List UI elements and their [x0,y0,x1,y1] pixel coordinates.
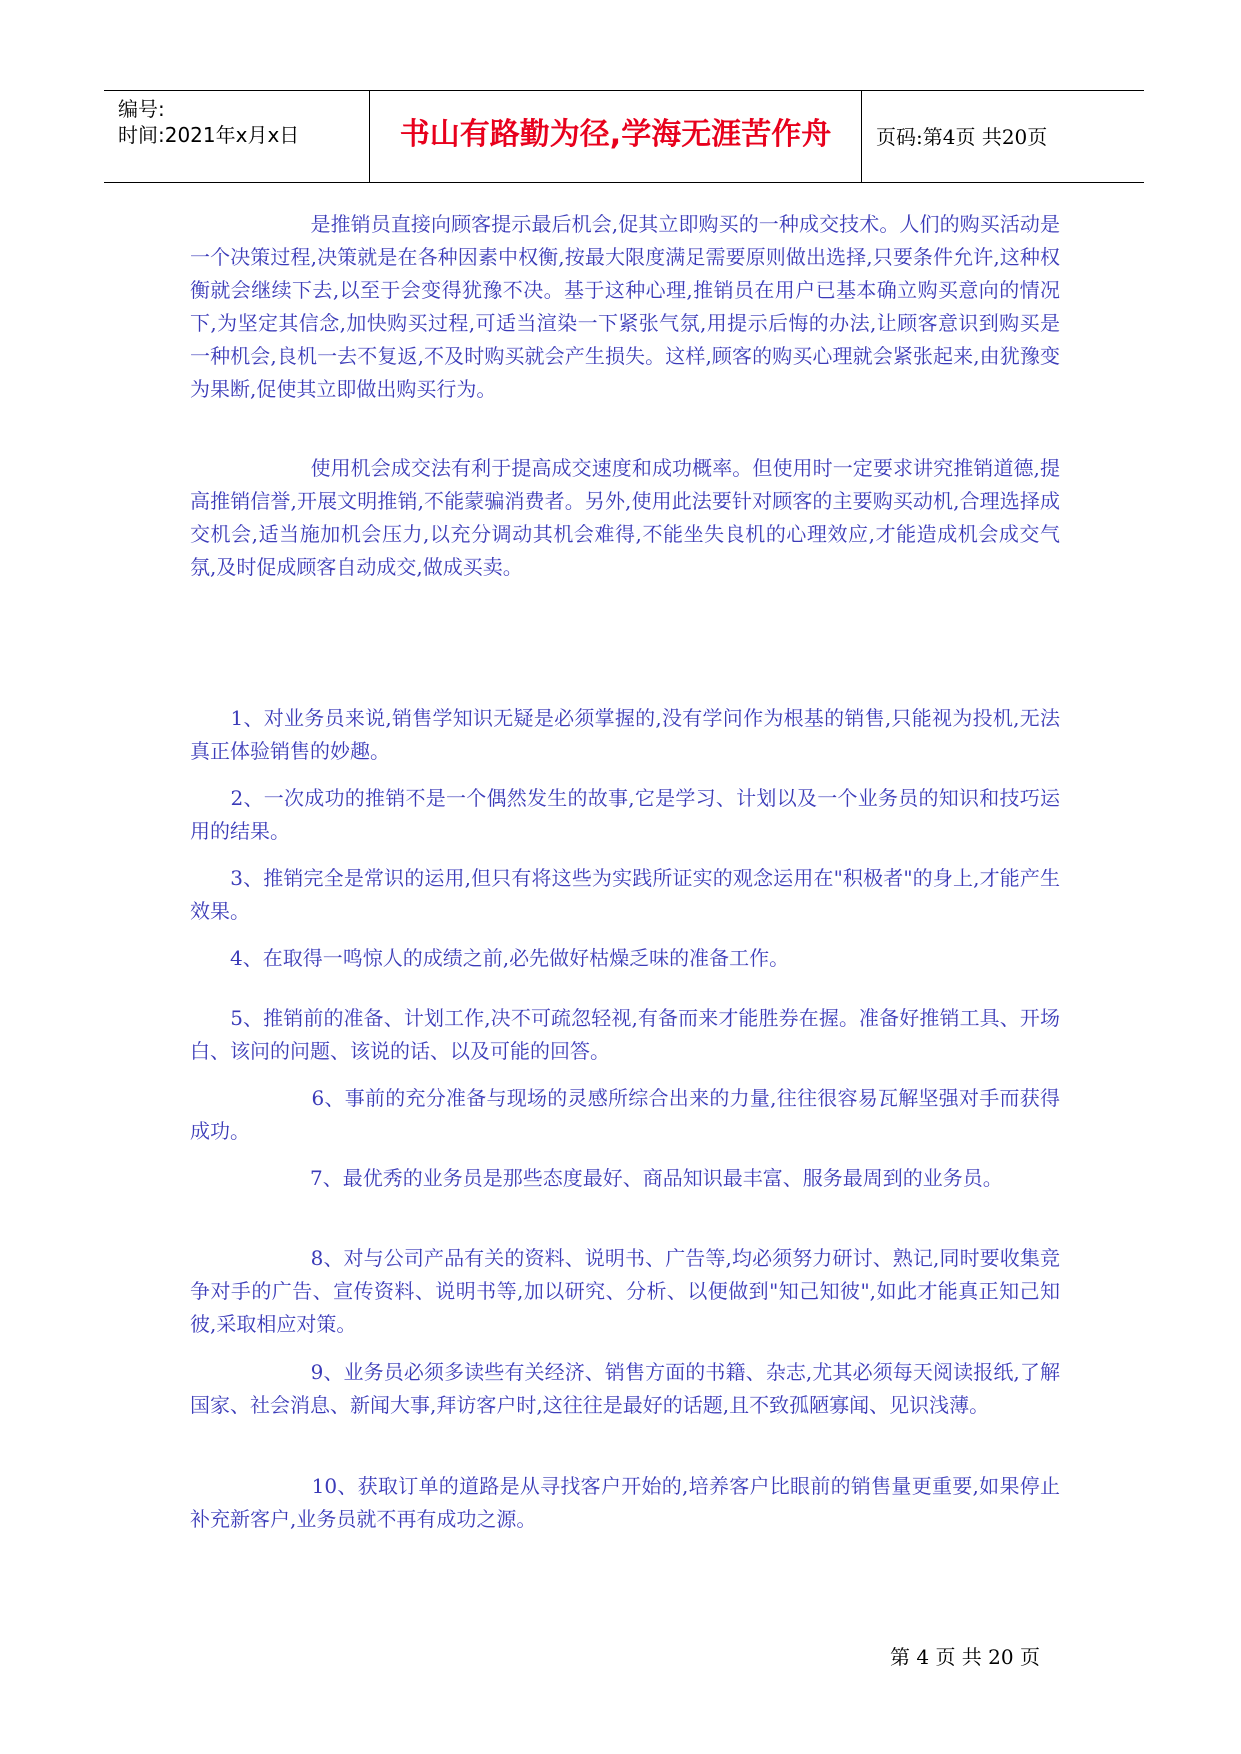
header-page-label: 页码:第4页 共20页 [876,125,1048,149]
list-item-4: 4、在取得一鸣惊人的成绩之前,必先做好枯燥乏味的准备工作。 [190,946,790,970]
list-item-10: 10、获取订单的道路是从寻找客户开始的,培养客户比眼前的销售量更重要,如果停止补充新客户,业务员就不再有成功之源。 [190,1474,1060,1531]
header-motto-cell [370,91,862,182]
motto-text: 书山有路勤为径,学海无涯苦作舟 [399,117,832,152]
list-item-9: 9、业务员必须多读些有关经济、销售方面的书籍、杂志,尤其必须每天阅读报纸,了解国家、社会消息、新闻大事,拜访客户时,这往往是最好的话题,且不致孤陋寡闻、见识浅薄。 [190,1360,1060,1417]
header-table [104,90,1144,183]
header-info-cell [104,91,370,182]
list-item-2: 2、一次成功的推销不是一个偶然发生的故事,它是学习、计划以及一个业务员的知识和技巧运用的结果。 [190,786,1060,843]
list-item-7: 7、最优秀的业务员是那些态度最好、商品知识最丰富、服务最周到的业务员。 [190,1166,1003,1190]
document-time-label: 时间:2021年x月x日 [118,123,300,147]
list-item-5: 5、推销前的准备、计划工作,决不可疏忽轻视,有备而来才能胜券在握。准备好推销工具、开场白、该问的问题、该说的话、以及可能的回答。 [190,1006,1060,1063]
list-item-8: 8、对与公司产品有关的资料、说明书、广告等,均必须努力研讨、熟记,同时要收集竞争对手的广告、宣传资料、说明书等,加以研究、分析、以便做到"知己知彼",如此才能真正知己知彼,采取相应对策。 [190,1246,1060,1336]
document-number-label: 编号: [118,97,165,121]
paragraph-opportunity-intro: 是推销员直接向顾客提示最后机会,促其立即购买的一种成交技术。人们的购买活动是一个决策过程,决策就是在各种因素中权衡,按最大限度满足需要原则做出选择,只要条件允许,这种权衡就会继续下去,以至于会变得犹豫不决。基于这种心理,推销员在用户已基本确立购买意向的情况下,为坚定其信念,加快购买过程,可适当渲染一下紧张气氛,用提示后悔的办法,让顾客意识到购买是一种机会,良机一去不复返,不及时购买就会产生损失。这样,顾客的购买心理就会紧张起来,由犹豫变为果断,促使其立即做出购买行为。 [190,212,1060,401]
list-item-3: 3、推销完全是常识的运用,但只有将这些为实践所证实的观念运用在"积极者"的身上,才能产生效果。 [190,866,1060,923]
header-page-cell [862,91,1144,182]
paragraph-opportunity-usage: 使用机会成交法有利于提高成交速度和成功概率。但使用时一定要求讲究推销道德,提高推销信誉,开展文明推销,不能蒙骗消费者。另外,使用此法要针对顾客的主要购买动机,合理选择成交机会,适当施加机会压力,以充分调动其机会难得,不能坐失良机的心理效应,才能造成机会成交气氛,及时促成顾客自动成交,做成买卖。 [190,456,1060,579]
footer-page-number: 第 4 页 共 20 页 [890,1645,1040,1669]
list-item-1: 1、对业务员来说,销售学知识无疑是必须掌握的,没有学问作为根基的销售,只能视为投机,无法真正体验销售的妙趣。 [190,706,1060,763]
list-item-6: 6、事前的充分准备与现场的灵感所综合出来的力量,往往很容易瓦解坚强对手而获得成功。 [190,1086,1060,1143]
